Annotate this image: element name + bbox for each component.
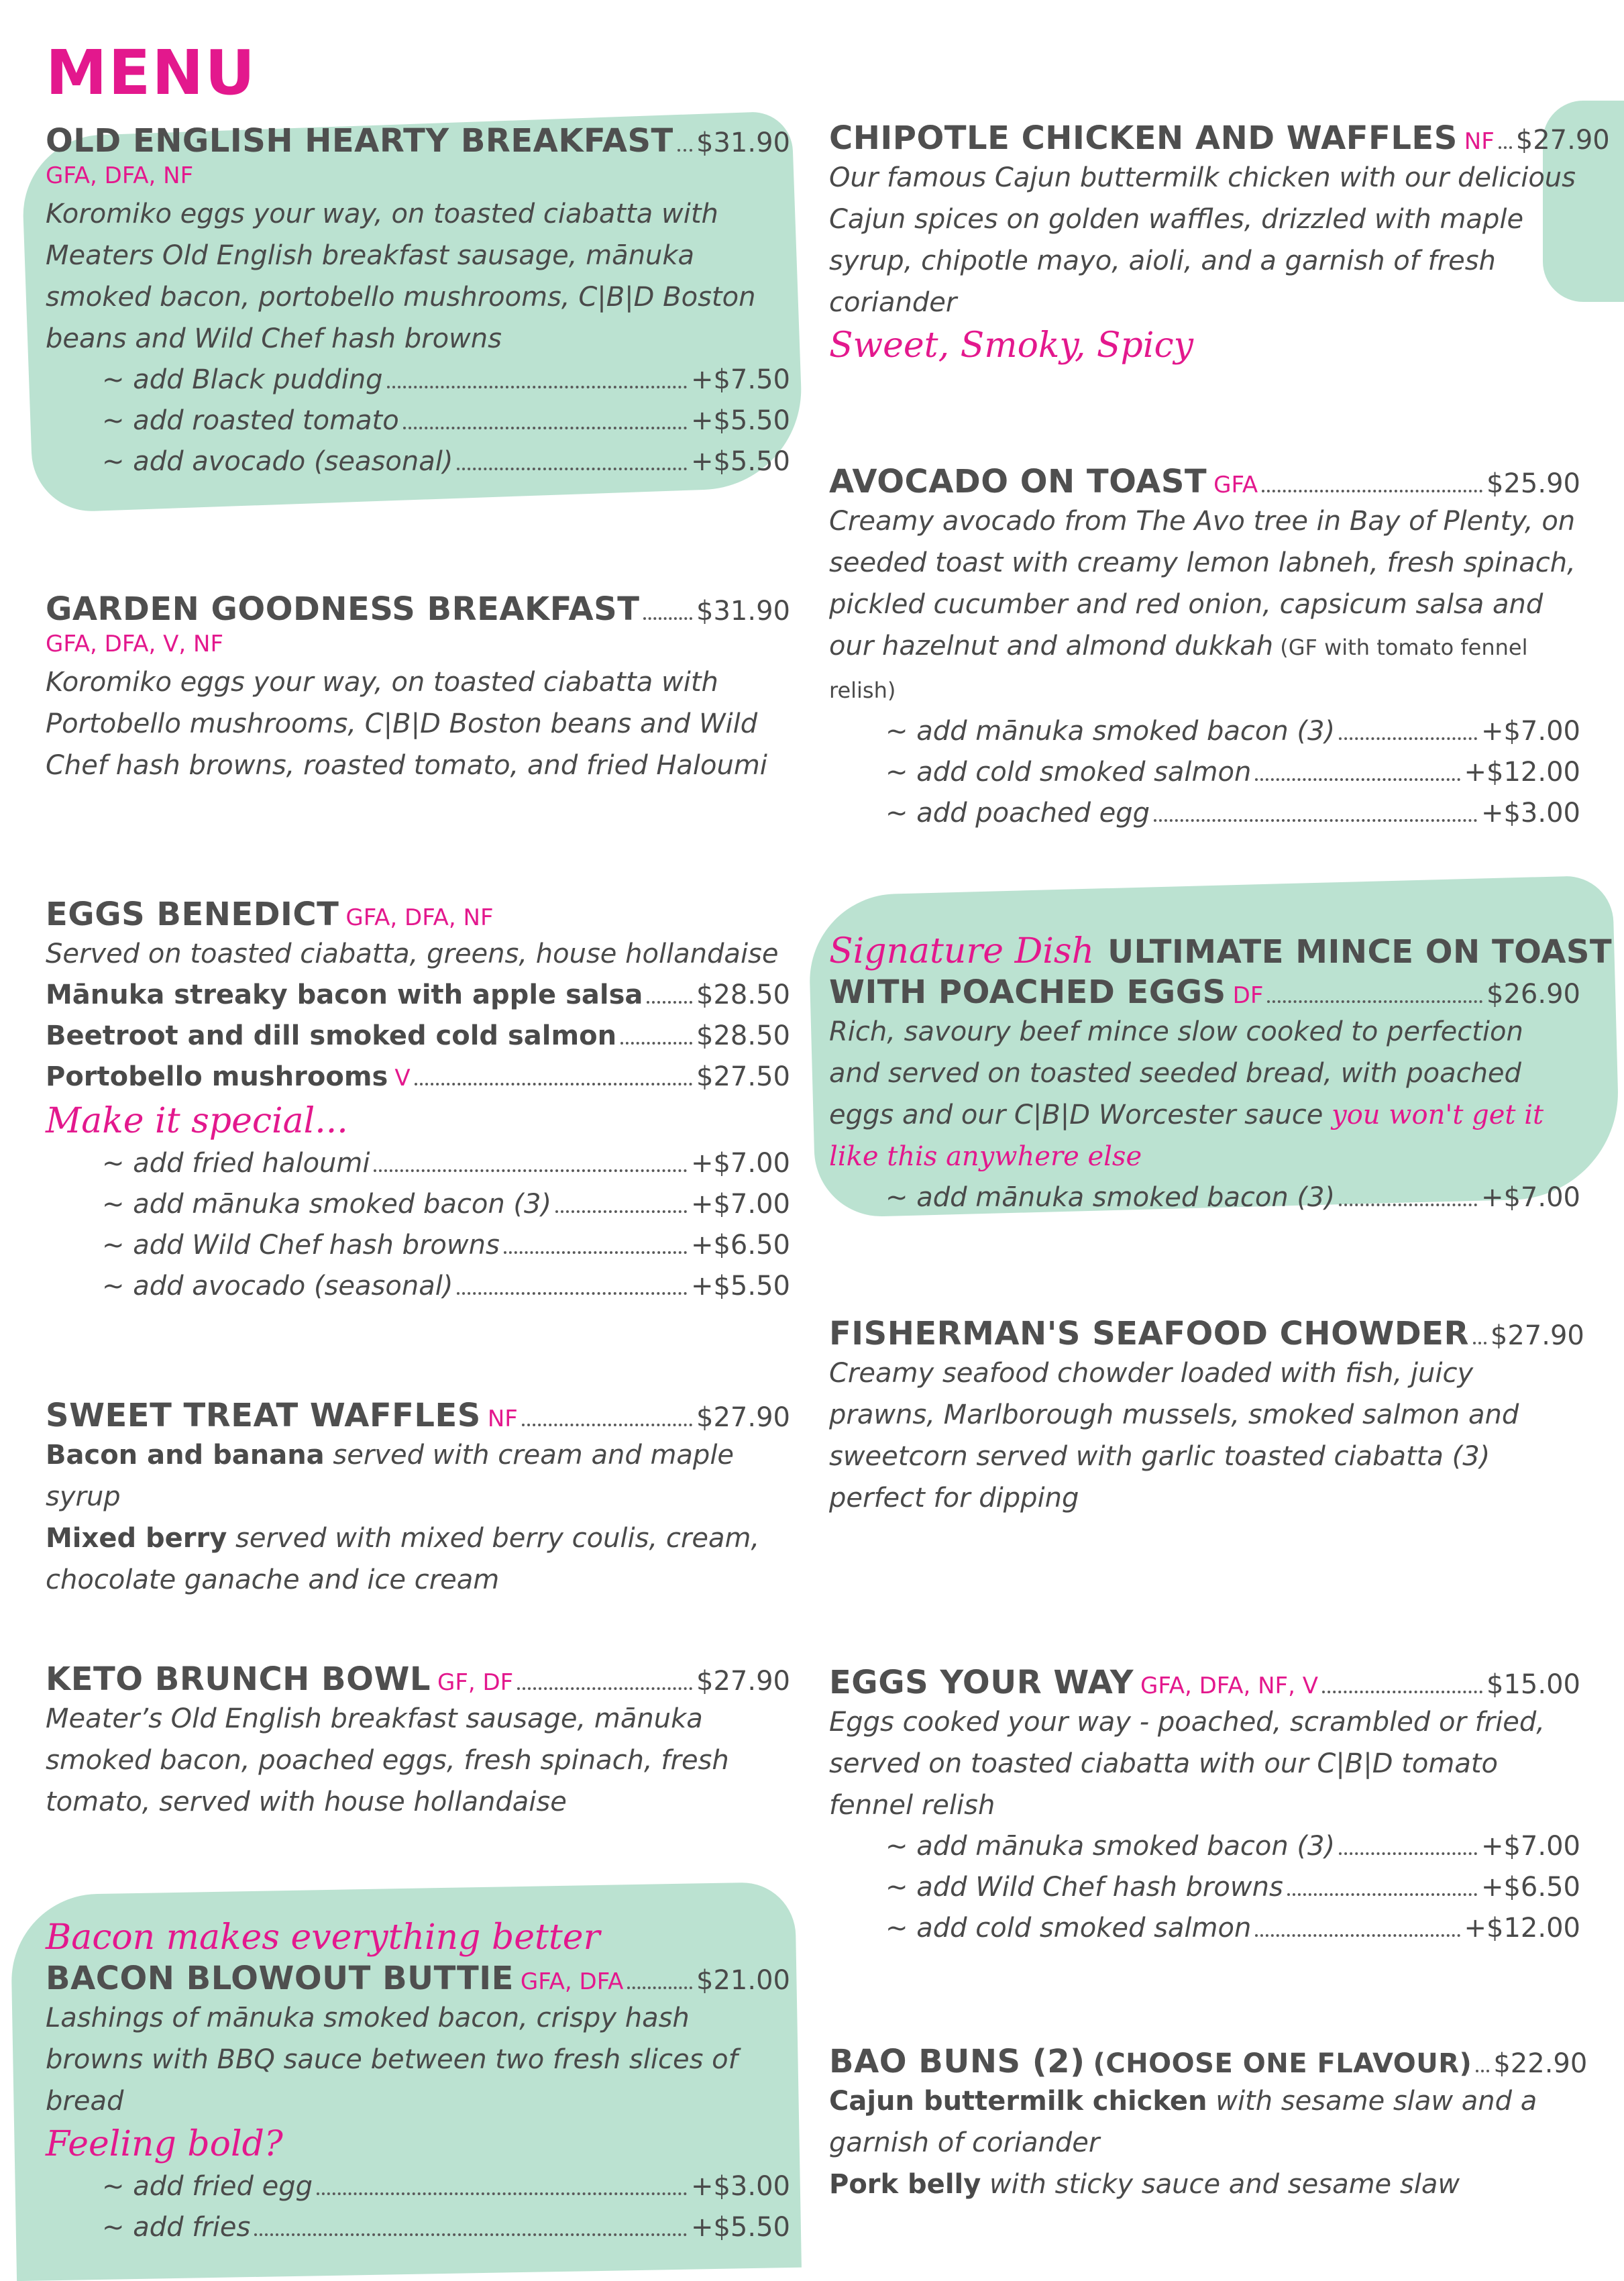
item-price: $15.00	[1486, 1669, 1580, 1700]
flavour-name: Cajun buttermilk chicken	[829, 2086, 1207, 2117]
keto-brunch-bowl-section	[46, 1660, 790, 1823]
avocado-on-toast-section	[829, 463, 1580, 834]
item-price: $26.90	[1486, 979, 1580, 1010]
item-description: Creamy seafood chowder loaded with fish, juicy prawns, Marlborough mussels, smoked salmon and sweetcorn served with garlic toasted ciabatta (3) perfect for dipping	[829, 1358, 1519, 1514]
item-description	[46, 1434, 790, 1518]
anywhere-else-script: you won't get it like this anywhere else	[829, 1100, 1544, 1172]
item-description	[829, 500, 1580, 711]
item-tags: GFA, DFA	[520, 1968, 624, 1995]
item-description: Served on toasted ciabatta, greens, house hollandaise	[46, 939, 779, 969]
item-price: $27.90	[696, 1666, 790, 1697]
item-tags: GFA, DFA, NF	[345, 904, 494, 931]
addon-price: +$3.00	[690, 2171, 790, 2202]
flavour-desc: with sticky sauce and sesame slaw	[981, 2169, 1460, 2200]
leader-dots	[1476, 2070, 1489, 2072]
item-price: $31.90	[696, 596, 790, 627]
leader-dots	[1255, 1934, 1460, 1937]
item-name: SWEET TREAT WAFFLES	[46, 1397, 481, 1434]
addon-price: +$7.50	[690, 364, 790, 395]
leader-dots	[1154, 819, 1477, 822]
addon-label: ~ add Wild Chef hash browns	[102, 1230, 500, 1261]
addon-label: ~ add Black pudding	[102, 364, 383, 395]
item-tags: NF	[1464, 128, 1495, 155]
item-description: Our famous Cajun buttermilk chicken with our delicious Cajun spices on golden waffles, drizzled with maple syrup, chipotle mayo, aioli, and a garnish of fresh coriander	[829, 162, 1576, 318]
addon-label: ~ add mānuka smoked bacon (3)	[885, 1831, 1336, 1862]
leader-dots	[1339, 1204, 1477, 1206]
addon-label: ~ add poached egg	[885, 798, 1150, 829]
eggs-your-way-section	[829, 1664, 1580, 1949]
item-tags: GFA	[1213, 472, 1258, 498]
addon-label: ~ add mānuka smoked bacon (3)	[102, 1189, 552, 1220]
addon-price: +$5.50	[690, 405, 790, 436]
item-name: BAO BUNS (2)	[829, 2043, 1085, 2080]
seafood-chowder-section	[829, 1315, 1584, 1519]
item-price: $22.90	[1493, 2048, 1588, 2079]
flavour-desc: with sesame slaw and a garnish of coriander	[829, 2086, 1537, 2158]
item-tags: GFA, DFA, V, NF	[46, 631, 224, 657]
gf-note: (GF with tomato fennel relish)	[829, 635, 1528, 703]
flavour-name: Bacon and banana	[46, 1440, 325, 1471]
leader-dots	[317, 2192, 687, 2195]
garden-goodness-section	[46, 590, 790, 786]
signature-dish-script: Signature Dish	[829, 931, 1095, 971]
leader-dots	[678, 149, 692, 152]
item-price: $31.90	[696, 127, 790, 158]
addon-price: +$7.00	[1480, 716, 1580, 747]
flavour-desc: served with mixed berry coulis, cream, chocolate ganache and ice cream	[46, 1523, 760, 1595]
leader-dots	[1267, 1000, 1482, 1003]
addon-label: ~ add cold smoked salmon	[885, 1913, 1252, 1944]
leader-dots	[504, 1251, 687, 1254]
item-price: $27.90	[696, 1402, 790, 1433]
item-description	[829, 2080, 1580, 2164]
item-price: $27.90	[1490, 1320, 1584, 1351]
option-label: Beetroot and dill smoked cold salmon	[46, 1020, 617, 1051]
leader-dots	[1255, 778, 1460, 781]
item-tags: GF, DF	[437, 1669, 514, 1696]
item-price: $21.00	[696, 1965, 790, 1996]
sweet-treat-waffles-section	[46, 1397, 790, 1601]
addon-label: ~ add roasted tomato	[102, 405, 399, 436]
leader-dots	[647, 1001, 692, 1004]
item-name: EGGS YOUR WAY	[829, 1664, 1134, 1701]
addon-price: +$6.50	[1480, 1872, 1580, 1903]
item-name: CHIPOTLE CHICKEN AND WAFFLES	[829, 119, 1458, 157]
item-name: FISHERMAN'S SEAFOOD CHOWDER	[829, 1315, 1469, 1352]
addon-label: ~ add mānuka smoked bacon (3)	[885, 1182, 1336, 1213]
signature-dish-section	[829, 929, 1613, 1218]
item-name: AVOCADO ON TOAST	[829, 463, 1207, 500]
addon-label: ~ add cold smoked salmon	[885, 757, 1252, 788]
addon-label: ~ add avocado (seasonal)	[102, 1271, 453, 1302]
leader-dots	[643, 617, 692, 620]
description-text: Rich, savoury beef mince slow cooked to perfection and served on toasted seeded bread, with poached eggs and our C|B|D Worcester sauce	[829, 1016, 1523, 1130]
addon-price: +$3.00	[1480, 798, 1580, 829]
option-label: Mānuka streaky bacon with apple salsa	[46, 979, 643, 1010]
addon-label: ~ add avocado (seasonal)	[102, 446, 453, 477]
item-tags: GFA, DFA, NF	[46, 162, 194, 189]
item-description: Meater’s Old English breakfast sausage, mānuka smoked bacon, poached eggs, fresh spinach, fresh tomato, served with house hollandaise	[46, 1703, 729, 1817]
addon-label: ~ add Wild Chef hash browns	[885, 1872, 1283, 1903]
make-it-special-script: Make it special...	[46, 1101, 348, 1141]
addon-label: ~ add fried egg	[102, 2171, 313, 2202]
addon-price: +$12.00	[1464, 1913, 1580, 1944]
item-name: KETO BRUNCH BOWL	[46, 1660, 431, 1698]
addon-label: ~ add fries	[102, 2212, 251, 2243]
bacon-blowout-section	[46, 1915, 790, 2248]
item-description	[829, 1011, 1580, 1177]
menu-title: MENU	[46, 37, 257, 109]
option-price: $28.50	[696, 1020, 790, 1051]
bao-buns-section	[829, 2043, 1588, 2205]
leader-dots	[1287, 1893, 1477, 1896]
leader-dots	[620, 1042, 692, 1045]
leader-dots	[403, 427, 687, 429]
item-description	[46, 1518, 790, 1601]
leader-dots	[457, 1292, 687, 1295]
item-price: $25.90	[1486, 468, 1580, 499]
item-name: ULTIMATE MINCE ON TOAST	[1107, 933, 1613, 971]
feeling-bold-script: Feeling bold?	[46, 2124, 283, 2164]
leader-dots	[457, 468, 687, 470]
sweet-smoky-spicy-script: Sweet, Smoky, Spicy	[829, 325, 1193, 366]
addon-price: +$7.00	[690, 1189, 790, 1220]
leader-dots	[254, 2233, 687, 2236]
item-description: Lashings of mānuka smoked bacon, crispy hash browns with BBQ sauce between two fresh slices of bread	[46, 2003, 738, 2117]
item-tags: GFA, DFA, NF, V	[1140, 1673, 1318, 1699]
item-name: GARDEN GOODNESS BREAKFAST	[46, 590, 640, 628]
addon-price: +$5.50	[690, 446, 790, 477]
leader-dots	[1473, 1342, 1486, 1344]
option-label: Portobello mushrooms	[46, 1061, 388, 1092]
leader-dots	[1322, 1691, 1482, 1693]
item-tags: NF	[487, 1405, 518, 1432]
addon-price: +$12.00	[1464, 757, 1580, 788]
item-description: Koromiko eggs your way, on toasted ciabatta with Portobello mushrooms, C|B|D Boston beans and Wild Chef hash browns, roasted tomato, and fried Haloumi	[46, 667, 767, 781]
leader-dots	[1339, 737, 1477, 740]
leader-dots	[1339, 1852, 1477, 1855]
leader-dots	[522, 1424, 692, 1426]
leader-dots	[415, 1083, 692, 1085]
item-tags: DF	[1232, 982, 1264, 1009]
addon-price: +$7.00	[1480, 1831, 1580, 1862]
leader-dots	[627, 1986, 692, 1989]
item-description	[829, 2164, 1580, 2205]
flavour-name: Pork belly	[829, 2169, 981, 2200]
leader-dots	[1262, 490, 1482, 492]
chipotle-chicken-section	[829, 119, 1610, 368]
flavour-desc: served with cream and maple syrup	[46, 1440, 735, 1512]
old-english-breakfast-section	[46, 122, 790, 482]
eggs-benedict-section	[46, 896, 790, 1307]
flavour-name: Mixed berry	[46, 1523, 227, 1554]
item-name-line2: WITH POACHED EGGS	[829, 973, 1226, 1011]
addon-price: +$5.50	[690, 1271, 790, 1302]
option-tag: V	[394, 1065, 411, 1092]
bacon-script: Bacon makes everything better	[46, 1917, 600, 1958]
addon-price: +$7.00	[1480, 1182, 1580, 1213]
addon-price: +$6.50	[690, 1230, 790, 1261]
item-name: EGGS BENEDICT	[46, 896, 339, 933]
leader-dots	[387, 386, 687, 388]
option-price: $28.50	[696, 979, 790, 1010]
item-price: $27.90	[1515, 125, 1610, 156]
addon-price: +$7.00	[690, 1148, 790, 1179]
addon-label: ~ add fried haloumi	[102, 1148, 370, 1179]
item-name: BACON BLOWOUT BUTTIE	[46, 1960, 514, 1997]
leader-dots	[517, 1687, 692, 1690]
option-price: $27.50	[696, 1061, 790, 1092]
leader-dots	[555, 1210, 687, 1213]
item-description: Koromiko eggs your way, on toasted ciabatta with Meaters Old English breakfast sausage, mānuka smoked bacon, portobello mushrooms, C|B|D Boston beans and Wild Chef hash browns	[46, 199, 756, 354]
item-subtitle: (CHOOSE ONE FLAVOUR)	[1093, 2048, 1472, 2079]
leader-dots	[1499, 146, 1512, 149]
addon-price: +$5.50	[690, 2212, 790, 2243]
addon-label: ~ add mānuka smoked bacon (3)	[885, 716, 1336, 747]
item-description: Eggs cooked your way - poached, scrambled or fried, served on toasted ciabatta with our C|B|D tomato fennel relish	[829, 1707, 1545, 1821]
description-text: Creamy avocado from The Avo tree in Bay of Plenty, on seeded toast with creamy lemon labneh, fresh spinach, pickled cucumber and red onion, capsicum salsa and our hazelnut and almond dukkah	[829, 506, 1576, 661]
leader-dots	[374, 1169, 686, 1172]
item-name: OLD ENGLISH HEARTY BREAKFAST	[46, 122, 673, 160]
